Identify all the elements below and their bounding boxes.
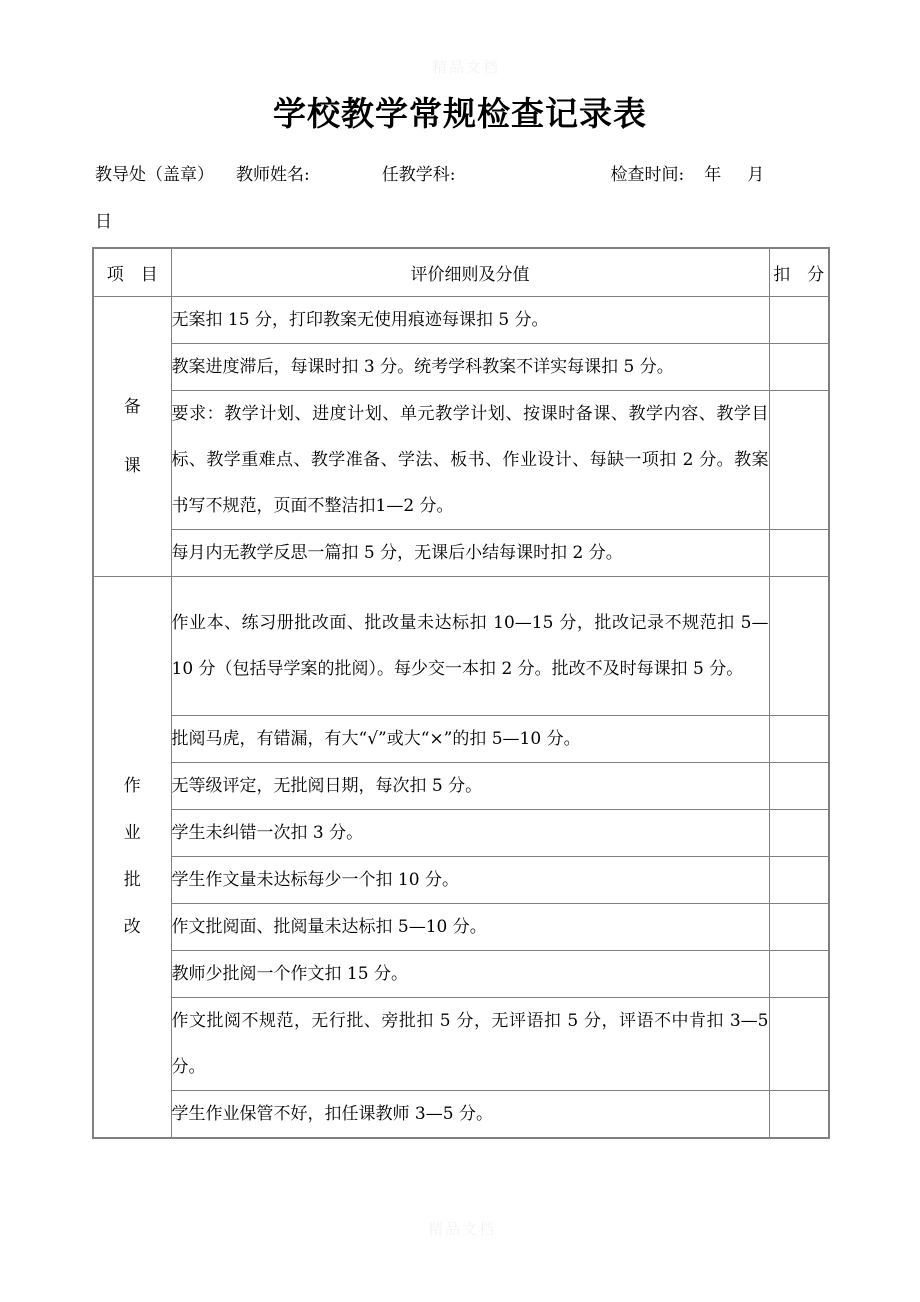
criteria-cell: 作文批阅不规范，无行批、旁批扣 5 分，无评语扣 5 分，评语不中肯扣 3—5 分。 bbox=[171, 998, 769, 1091]
criteria-cell: 无等级评定，无批阅日期，每次扣 5 分。 bbox=[171, 763, 769, 810]
criteria-cell: 批阅马虎，有错漏，有大“√”或大“×”的扣 5—10 分。 bbox=[171, 716, 769, 763]
meta-year-unit: 年 bbox=[704, 165, 722, 185]
section-label-1 bbox=[93, 577, 171, 1139]
criteria-cell: 学生未纠错一次扣 3 分。 bbox=[171, 810, 769, 857]
score-cell[interactable] bbox=[769, 577, 829, 716]
section-label-char: 课 bbox=[123, 455, 141, 476]
table-row bbox=[93, 998, 829, 1091]
criteria-cell: 教案进度滞后，每课时扣 3 分。统考学科教案不详实每课扣 5 分。 bbox=[171, 344, 769, 391]
section-label-char: 批 bbox=[123, 870, 141, 890]
meta-subject-label: 任教学科: bbox=[381, 165, 456, 185]
criteria-cell: 要求：教学计划、进度计划、单元教学计划、按课时备课、教学内容、教学目标、教学重难点、教学准备、学法、板书、作业设计、每缺一项扣 2 分。教案书写不规范，页面不整洁扣1—2 分。 bbox=[171, 391, 769, 530]
header-item: 项 目 bbox=[93, 248, 171, 297]
header-detail: 评价细则及分值 bbox=[171, 248, 769, 297]
table-row bbox=[93, 904, 829, 951]
table-row bbox=[93, 716, 829, 763]
criteria-cell: 学生作文量未达标每少一个扣 10 分。 bbox=[171, 857, 769, 904]
criteria-cell: 作业本、练习册批改面、批改量未达标扣 10—15 分，批改记录不规范扣 5—10 分（包括导学案的批阅）。每少交一本扣 2 分。批改不及时每课扣 5 分。 bbox=[171, 577, 769, 716]
score-cell[interactable] bbox=[769, 904, 829, 951]
watermark-top: 精品文档 bbox=[432, 58, 501, 76]
score-cell[interactable] bbox=[769, 763, 829, 810]
header-score: 扣 分 bbox=[769, 248, 829, 297]
table-row bbox=[93, 577, 829, 716]
table-row bbox=[93, 763, 829, 810]
table-row bbox=[93, 344, 829, 391]
score-cell[interactable] bbox=[769, 998, 829, 1091]
section-label-char: 改 bbox=[123, 917, 141, 937]
score-cell[interactable] bbox=[769, 530, 829, 577]
criteria-cell: 无案扣 15 分，打印教案无使用痕迹每课扣 5 分。 bbox=[171, 297, 769, 344]
criteria-cell: 教师少批阅一个作文扣 15 分。 bbox=[171, 951, 769, 998]
score-cell[interactable] bbox=[769, 810, 829, 857]
meta-teacher-name-label: 教师姓名: bbox=[236, 165, 310, 185]
meta-office: 教导处（盖章） bbox=[95, 165, 214, 185]
table-row bbox=[93, 951, 829, 998]
table-row bbox=[93, 857, 829, 904]
table-row bbox=[93, 391, 829, 530]
score-cell[interactable] bbox=[769, 297, 829, 344]
score-cell[interactable] bbox=[769, 344, 829, 391]
section-label-char: 作 bbox=[123, 776, 141, 796]
meta-check-time-label: 检查时间: bbox=[610, 165, 685, 185]
score-cell[interactable] bbox=[769, 857, 829, 904]
meta-day-unit: 日 bbox=[95, 212, 112, 232]
score-cell[interactable] bbox=[769, 716, 829, 763]
meta-month-unit: 月 bbox=[747, 165, 765, 185]
score-cell[interactable] bbox=[769, 951, 829, 998]
table-header-row bbox=[93, 248, 829, 297]
table-row bbox=[93, 1091, 829, 1139]
criteria-cell: 每月内无教学反思一篇扣 5 分，无课后小结每课时扣 2 分。 bbox=[171, 530, 769, 577]
section-label-char: 业 bbox=[123, 823, 141, 843]
score-cell[interactable] bbox=[769, 1091, 829, 1139]
table-row bbox=[93, 297, 829, 344]
meta-line bbox=[95, 160, 860, 185]
table-row bbox=[93, 810, 829, 857]
watermark-bottom: 精品文档 bbox=[428, 1220, 497, 1238]
section-label-0 bbox=[93, 297, 171, 577]
score-cell[interactable] bbox=[769, 391, 829, 530]
criteria-cell: 学生作业保管不好，扣任课教师 3—5 分。 bbox=[171, 1091, 769, 1139]
section-label-char: 备 bbox=[123, 396, 141, 417]
page-title: 学校教学常规检查记录表 bbox=[273, 94, 647, 133]
criteria-cell: 作文批阅面、批阅量未达标扣 5—10 分。 bbox=[171, 904, 769, 951]
inspection-table bbox=[92, 247, 830, 1139]
table-row bbox=[93, 530, 829, 577]
